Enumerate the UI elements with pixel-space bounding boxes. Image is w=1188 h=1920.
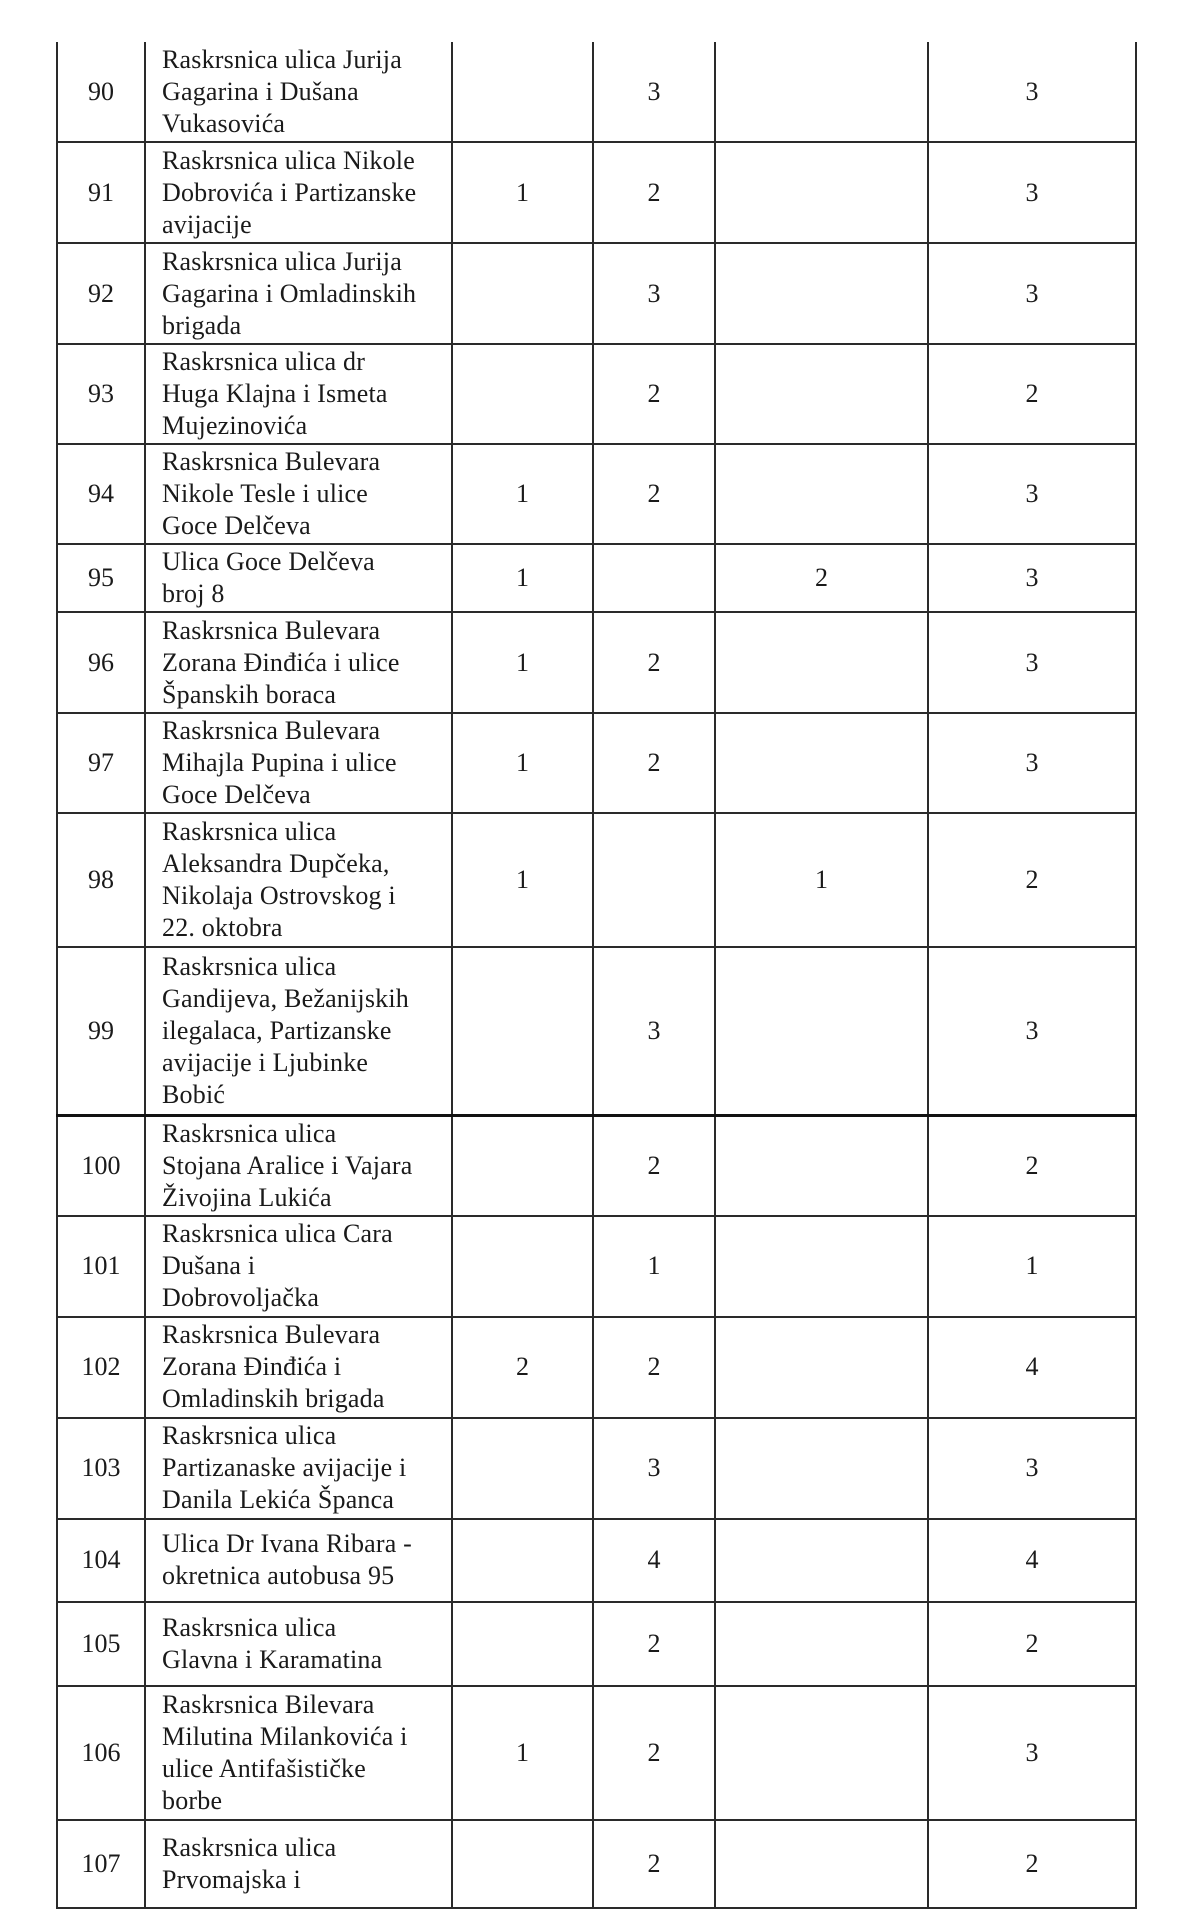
total-cell: 4 (928, 1317, 1136, 1418)
total-cell: 2 (928, 344, 1136, 444)
column-3-cell: 2 (715, 544, 928, 612)
intersection-table (56, 42, 1137, 1909)
column-3-cell (715, 243, 928, 344)
location-cell: Raskrsnica ulica Glavna i Karamatina (145, 1602, 452, 1686)
table-row (57, 142, 1136, 243)
total-cell: 3 (928, 142, 1136, 243)
column-1-cell: 1 (452, 1686, 593, 1820)
location-cell: Raskrsnica Bulevara Nikole Tesle i ulice Goce Delčeva (145, 444, 452, 544)
table-row (57, 1216, 1136, 1317)
location-cell: Raskrsnica ulica Cara Dušana i Dobrovoljačka (145, 1216, 452, 1317)
column-1-cell: 1 (452, 142, 593, 243)
column-2-cell: 1 (593, 1216, 715, 1317)
column-1-cell: 1 (452, 612, 593, 713)
column-1-cell (452, 42, 593, 142)
column-1-cell: 2 (452, 1317, 593, 1418)
table-row (57, 1317, 1136, 1418)
total-cell: 3 (928, 1686, 1136, 1820)
total-cell: 4 (928, 1519, 1136, 1602)
column-3-cell (715, 1115, 928, 1216)
row-number-cell: 105 (57, 1602, 145, 1686)
row-number-cell: 97 (57, 713, 145, 813)
table-row (57, 813, 1136, 947)
total-cell: 3 (928, 544, 1136, 612)
location-cell: Raskrsnica Bulevara Zorana Đinđića i Omladinskih brigada (145, 1317, 452, 1418)
row-number-cell: 102 (57, 1317, 145, 1418)
location-cell: Raskrsnica Bilevara Milutina Milankovića i ulice Antifašističke borbe (145, 1686, 452, 1820)
column-3-cell: 1 (715, 813, 928, 947)
location-cell: Raskrsnica ulica Gandijeva, Bežanijskih ilegalaca, Partizanske avijacije i Ljubinke Bobić (145, 947, 452, 1115)
column-3-cell (715, 1686, 928, 1820)
column-2-cell: 2 (593, 612, 715, 713)
row-number-cell: 100 (57, 1115, 145, 1216)
table-row (57, 1602, 1136, 1686)
location-cell: Ulica Dr Ivana Ribara - okretnica autobusa 95 (145, 1519, 452, 1602)
column-2-cell: 3 (593, 1418, 715, 1519)
table-row (57, 713, 1136, 813)
column-2-cell: 2 (593, 1317, 715, 1418)
column-2-cell: 2 (593, 1602, 715, 1686)
column-2-cell: 2 (593, 713, 715, 813)
column-2-cell: 4 (593, 1519, 715, 1602)
location-cell: Raskrsnica ulica Prvomajska i (145, 1820, 452, 1908)
column-3-cell (715, 1602, 928, 1686)
column-2-cell (593, 544, 715, 612)
row-number-cell: 92 (57, 243, 145, 344)
column-2-cell: 2 (593, 444, 715, 544)
row-number-cell: 94 (57, 444, 145, 544)
table-row (57, 544, 1136, 612)
total-cell: 2 (928, 1602, 1136, 1686)
row-number-cell: 107 (57, 1820, 145, 1908)
row-number-cell: 99 (57, 947, 145, 1115)
column-1-cell: 1 (452, 713, 593, 813)
column-1-cell: 1 (452, 444, 593, 544)
column-1-cell (452, 243, 593, 344)
column-2-cell: 2 (593, 142, 715, 243)
column-3-cell (715, 612, 928, 713)
total-cell: 3 (928, 444, 1136, 544)
row-number-cell: 95 (57, 544, 145, 612)
column-1-cell (452, 947, 593, 1115)
column-2-cell: 2 (593, 1820, 715, 1908)
location-cell: Raskrsnica ulica Jurija Gagarina i Dušana Vukasovića (145, 42, 452, 142)
column-1-cell (452, 1820, 593, 1908)
column-2-cell: 2 (593, 1686, 715, 1820)
table-row (57, 1820, 1136, 1908)
row-number-cell: 104 (57, 1519, 145, 1602)
column-3-cell (715, 142, 928, 243)
column-3-cell (715, 1418, 928, 1519)
total-cell: 1 (928, 1216, 1136, 1317)
location-cell: Raskrsnica ulica Jurija Gagarina i Omladinskih brigada (145, 243, 452, 344)
column-1-cell: 1 (452, 544, 593, 612)
row-number-cell: 103 (57, 1418, 145, 1519)
row-number-cell: 93 (57, 344, 145, 444)
table-row (57, 243, 1136, 344)
column-3-cell (715, 713, 928, 813)
table-row (57, 42, 1136, 142)
column-1-cell (452, 1519, 593, 1602)
column-1-cell (452, 1602, 593, 1686)
table-row (57, 344, 1136, 444)
column-3-cell (715, 444, 928, 544)
location-cell: Raskrsnica ulica Stojana Aralice i Vajara Živojina Lukića (145, 1115, 452, 1216)
table-row (57, 1115, 1136, 1216)
location-cell: Raskrsnica ulica dr Huga Klajna i Ismeta Mujezinovića (145, 344, 452, 444)
row-number-cell: 91 (57, 142, 145, 243)
total-cell: 3 (928, 243, 1136, 344)
column-3-cell (715, 42, 928, 142)
table-row (57, 1519, 1136, 1602)
column-1-cell (452, 1418, 593, 1519)
total-cell: 2 (928, 1115, 1136, 1216)
column-2-cell: 3 (593, 947, 715, 1115)
column-2-cell (593, 813, 715, 947)
column-2-cell: 2 (593, 1115, 715, 1216)
column-1-cell (452, 1115, 593, 1216)
column-2-cell: 2 (593, 344, 715, 444)
column-1-cell (452, 1216, 593, 1317)
row-number-cell: 96 (57, 612, 145, 713)
row-number-cell: 101 (57, 1216, 145, 1317)
table-row (57, 947, 1136, 1115)
column-3-cell (715, 1519, 928, 1602)
location-cell: Ulica Goce Delčeva broj 8 (145, 544, 452, 612)
total-cell: 3 (928, 713, 1136, 813)
column-3-cell (715, 947, 928, 1115)
location-cell: Raskrsnica Bulevara Mihajla Pupina i ulice Goce Delčeva (145, 713, 452, 813)
row-number-cell: 106 (57, 1686, 145, 1820)
total-cell: 2 (928, 1820, 1136, 1908)
table-row (57, 612, 1136, 713)
total-cell: 2 (928, 813, 1136, 947)
total-cell: 3 (928, 947, 1136, 1115)
column-3-cell (715, 1317, 928, 1418)
row-number-cell: 90 (57, 42, 145, 142)
column-3-cell (715, 1820, 928, 1908)
column-1-cell (452, 344, 593, 444)
column-3-cell (715, 1216, 928, 1317)
data-table-container (56, 42, 1135, 1909)
column-2-cell: 3 (593, 243, 715, 344)
total-cell: 3 (928, 612, 1136, 713)
location-cell: Raskrsnica ulica Partizanaske avijacije i Danila Lekića Španca (145, 1418, 452, 1519)
table-body (57, 42, 1136, 1908)
table-row (57, 1686, 1136, 1820)
column-1-cell: 1 (452, 813, 593, 947)
table-row (57, 1418, 1136, 1519)
location-cell: Raskrsnica ulica Aleksandra Dupčeka, Nikolaja Ostrovskog i 22. oktobra (145, 813, 452, 947)
column-2-cell: 3 (593, 42, 715, 142)
total-cell: 3 (928, 42, 1136, 142)
location-cell: Raskrsnica ulica Nikole Dobrovića i Partizanske avijacije (145, 142, 452, 243)
table-row (57, 444, 1136, 544)
location-cell: Raskrsnica Bulevara Zorana Đinđića i ulice Španskih boraca (145, 612, 452, 713)
total-cell: 3 (928, 1418, 1136, 1519)
row-number-cell: 98 (57, 813, 145, 947)
column-3-cell (715, 344, 928, 444)
